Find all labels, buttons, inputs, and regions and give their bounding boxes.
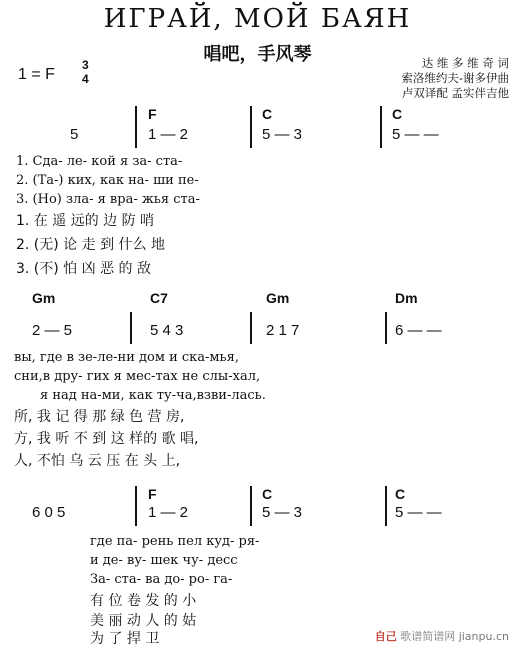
note-group: 1 — 2 [148, 126, 189, 143]
lyric-line: 方, 我 听 不 到 这 样的 歌 唱, [14, 431, 199, 447]
chord-label: C [262, 486, 273, 502]
lyric-line: я над на-ми, как ту-ча,взви-лась. [40, 388, 266, 403]
lyric-line: 为 了 捍 卫 [90, 631, 160, 647]
title-chinese: 唱吧，手风琴 [203, 44, 312, 65]
lyric-line: вы, где в зе-ле-ни дом и ска-мья, [14, 350, 239, 365]
note-group: 6 0 5 [32, 504, 66, 521]
title-russian: ИГРАЙ, МОЙ БАЯН [103, 4, 412, 34]
time-signature [82, 58, 89, 86]
key-signature: 1 = F [18, 66, 55, 83]
barline [135, 486, 137, 526]
note-group: 5 — — [392, 126, 439, 143]
chord-label: Dm [395, 290, 418, 306]
lyric-line: 所, 我 记 得 那 绿 色 营 房, [14, 409, 185, 425]
lyric-line: 2. (Та-) ких, как на- ши пе- [16, 173, 199, 188]
lyric-line: За- ста- ва до- ро- га- [90, 572, 233, 587]
credits [401, 56, 509, 101]
lyric-line: сни,в дру- гих я мес-тах не слы-хал, [14, 369, 261, 384]
chord-label: F [148, 486, 157, 502]
lyric-line: 美 丽 动 人 的 姑 [90, 613, 197, 629]
barline [250, 106, 252, 148]
note-group: 6 — — [395, 322, 442, 339]
site-watermark [375, 628, 509, 644]
time-sig-bottom: 4 [82, 72, 89, 86]
barline [135, 106, 137, 148]
lyric-line: и де- ву- шек чу- десс [90, 553, 238, 568]
lyric-line: 1. Cда- ле- кой я за- ста- [16, 154, 183, 169]
barline [380, 106, 382, 148]
chord-label: C [262, 106, 273, 122]
lyric-line: где па- рень пел куд- ря- [90, 534, 260, 549]
barline [385, 486, 387, 526]
barline [385, 312, 387, 344]
credit-lyricist: 达 维 多 维 奇 词 [421, 56, 509, 70]
chord-label: Gm [266, 290, 290, 306]
chord-label: C [392, 106, 403, 122]
chord-label: C [395, 486, 406, 502]
time-sig-top: 3 [82, 58, 89, 72]
watermark-logo: 自己 [374, 630, 397, 643]
barline [250, 486, 252, 526]
note-group: 5 — 3 [262, 126, 303, 143]
chord-label: Gm [32, 290, 56, 306]
lyric-line: 3. (Но) зла- я вра- жья ста- [16, 192, 200, 207]
note-group: 2 1 7 [266, 322, 300, 339]
note-group: 5 — — [395, 504, 442, 521]
barline [130, 312, 132, 344]
chord-label: C7 [150, 290, 168, 306]
chord-label: F [148, 106, 157, 122]
note-group: 5 [70, 126, 79, 143]
credit-composer: 索洛维约夫-谢多伊曲 [401, 71, 509, 85]
note-group: 5 — 3 [262, 504, 303, 521]
lyric-line: 3. (不) 怕 凶 恶 的 敌 [16, 261, 151, 277]
note-group: 5 4 3 [150, 322, 184, 339]
credit-translator: 卢双译配 孟实伴吉他 [401, 86, 509, 100]
lyric-line: 1. 在 遥 远的 边 防 哨 [16, 213, 155, 229]
note-group: 2 — 5 [32, 322, 73, 339]
lyric-line: 人, 不怕 乌 云 压 在 头 上, [14, 453, 181, 469]
lyric-line: 有 位 卷 发 的 小 [90, 593, 197, 609]
watermark-text: 歌谱简谱网 jianpu.cn [400, 630, 509, 643]
note-group: 1 — 2 [148, 504, 189, 521]
lyric-line: 2. (无) 论 走 到 什么 地 [16, 237, 165, 253]
barline [250, 312, 252, 344]
